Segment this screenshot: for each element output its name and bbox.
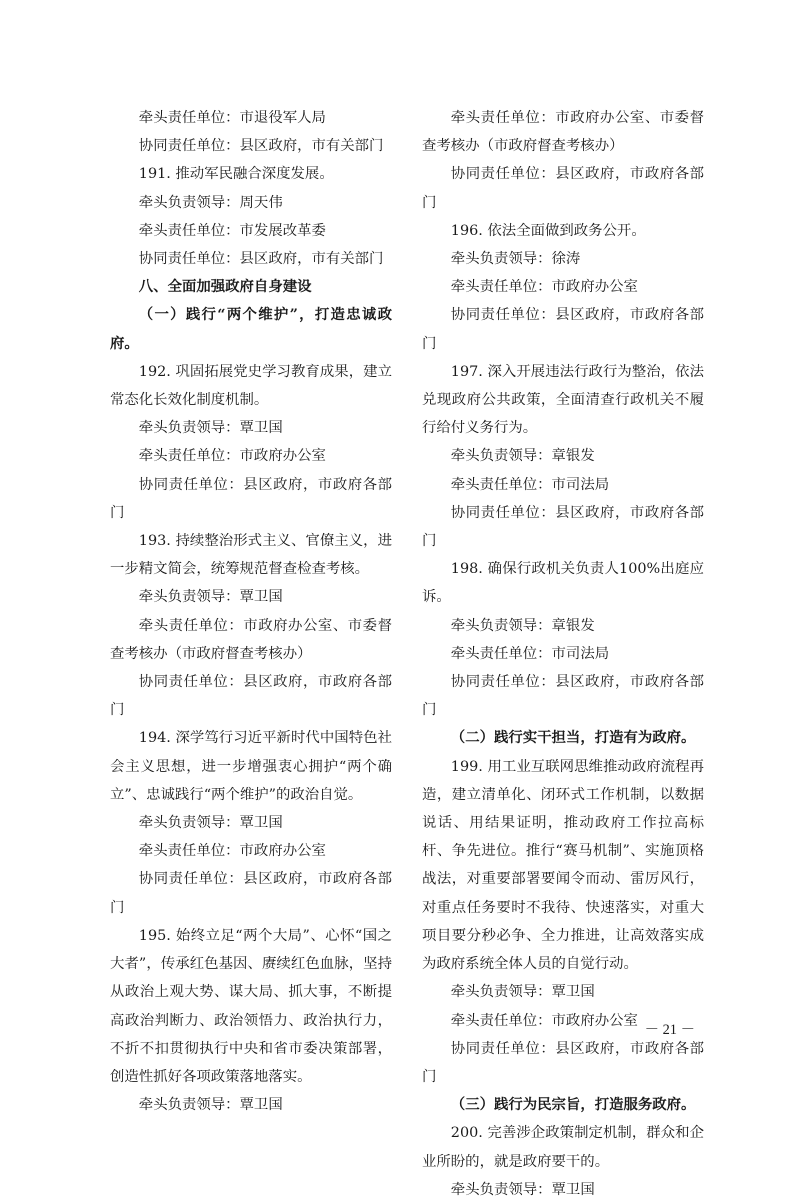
paragraph: 牵头负责领导：覃卫国 <box>138 589 283 606</box>
paragraph: 牵头负责领导：周天伟 <box>138 194 283 211</box>
paragraph: 协同责任单位：县区政府，市政府各部门 <box>422 166 704 211</box>
paragraph: 牵头负责领导：覃卫国 <box>450 984 595 1001</box>
paragraph: 193. 持续整治形式主义、官僚主义，进一步精文简会，统筹规范督查检查考核。 <box>110 533 392 578</box>
paragraph: 牵头责任单位：市司法局 <box>450 645 610 662</box>
paragraph: 牵头负责领导：章银发 <box>450 617 595 634</box>
paragraph: 牵头责任单位：市发展改革委 <box>138 222 326 239</box>
paragraph: 协同责任单位：县区政府，市政府各部门 <box>110 674 392 719</box>
paragraph: 牵头责任单位：市政府办公室、市委督查考核办（市政府督查考核办） <box>422 110 704 155</box>
section-heading: 八、全面加强政府自身建设 <box>138 279 312 296</box>
subsection-heading: （二）践行实干担当，打造有为政府。 <box>450 729 696 747</box>
paragraph: 牵头负责领导：覃卫国 <box>138 1097 283 1114</box>
subsection-heading: （三）践行为民宗旨，打造服务政府。 <box>450 1096 696 1114</box>
paragraph: 牵头责任单位：市政府办公室 <box>450 279 638 296</box>
page-number: － 21 － <box>644 1022 695 1038</box>
paragraph: 协同责任单位：县区政府，市政府各部门 <box>422 307 704 352</box>
paragraph: 200. 完善涉企政策制定机制，群众和企业所盼的，就是政府要干的。 <box>422 1125 704 1170</box>
paragraph: 牵头责任单位：市政府办公室 <box>138 843 326 860</box>
paragraph: 牵头责任单位：市政府办公室 <box>138 448 326 465</box>
paragraph: 协同责任单位：县区政府，市政府各部门 <box>110 476 392 521</box>
paragraph: 牵头责任单位：市政府办公室、市委督查考核办（市政府督查考核办） <box>110 617 392 662</box>
paragraph: 协同责任单位：县区政府，市政府各部门 <box>422 504 704 550</box>
paragraph: 牵头责任单位：市退役军人局 <box>138 110 326 126</box>
paragraph: 牵头责任单位：市政府办公室 <box>450 1012 638 1029</box>
paragraph: 协同责任单位：县区政府，市政府各部门 <box>422 674 704 719</box>
paragraph: 牵头负责领导：章银发 <box>450 448 595 465</box>
paragraph: 198. 确保行政机关负责人100%出庭应诉。 <box>422 561 704 606</box>
paragraph: 牵头负责领导：覃卫国 <box>450 1181 595 1198</box>
paragraph: 牵头负责领导：覃卫国 <box>138 420 283 437</box>
paragraph: 牵头负责领导：徐涛 <box>450 251 581 268</box>
paragraph: 协同责任单位：县区政府，市政府各部门 <box>110 871 392 916</box>
paragraph: 197. 深入开展违法行政行为整治，依法兑现政府公共政策，全面清查行政机关不履行给付义务行为。 <box>422 363 704 437</box>
paragraph: 牵头负责领导：覃卫国 <box>138 815 283 832</box>
paragraph: 192. 巩固拓展党史学习教育成果，建立常态化长效化制度机制。 <box>110 363 392 409</box>
paragraph: 协同责任单位：县区政府，市政府各部门 <box>422 1040 704 1085</box>
paragraph: 协同责任单位：县区政府，市有关部门 <box>138 251 384 268</box>
paragraph: 协同责任单位：县区政府，市有关部门 <box>138 138 384 155</box>
subsection-heading: （一）践行“两个维护”，打造忠诚政府。 <box>110 306 392 352</box>
paragraph: 196. 依法全面做到政务公开。 <box>450 222 646 239</box>
paragraph: 194. 深学笃行习近平新时代中国特色社会主义思想，进一步增强衷心拥护“两个确立”、忠诚践行“两个维护”的政治自觉。 <box>110 730 392 803</box>
paragraph: 191. 推动军民融合深度发展。 <box>138 166 334 183</box>
paragraph: 195. 始终立足“两个大局”、心怀“国之大者”，传承红色基因、赓续红色血脉，坚持从政治上观大势、谋大局、抓大事，不断提高政治判断力、政治领悟力、政治执行力，不折不扣贯彻执行中央和省市委决策部署，创造性抓好各项政策落地落实。 <box>110 927 392 1085</box>
left-column <box>110 104 392 1119</box>
paragraph: 牵头责任单位：市司法局 <box>450 476 610 493</box>
paragraph: 199. 用工业互联网思维推动政府流程再造，建立清单化、闭环式工作机制，以数据说话、用结果证明，推动政府工作拉高标杆、争先进位。推行“赛马机制”、实施顶格战法，对重要部署要闻令而动、雷厉风行，对重点任务要时不我待、快速落实，对重大项目要分秒必争、全力推进，让高效落实成为政府系统全体人员的自觉行动。 <box>422 758 704 973</box>
